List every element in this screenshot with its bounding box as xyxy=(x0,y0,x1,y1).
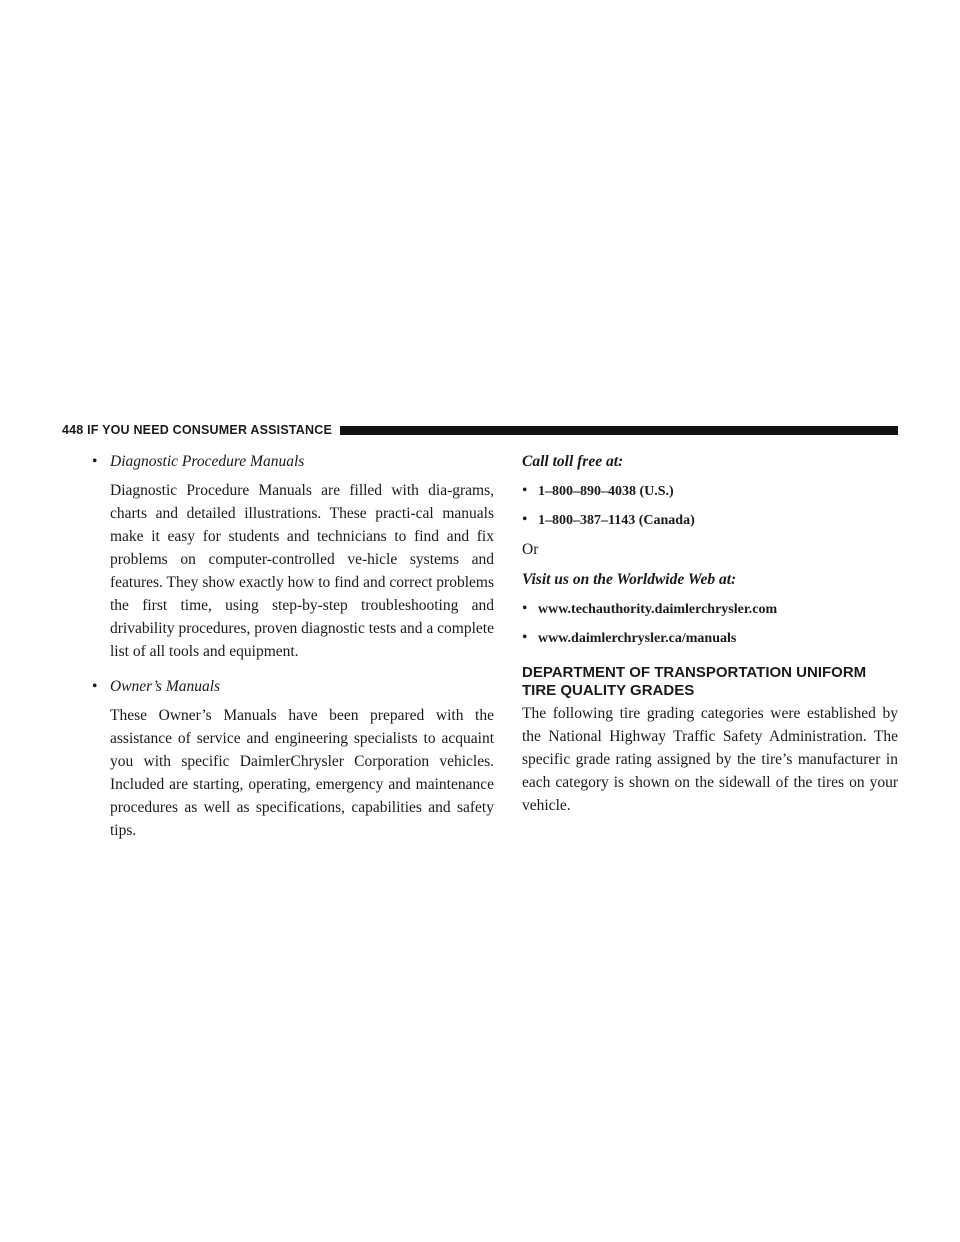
website-link: www.techauthority.daimlerchrysler.com xyxy=(538,602,778,617)
phone-number: 1–800–387–1143 (Canada) xyxy=(538,513,695,528)
web-heading: Visit us on the Worldwide Web at: xyxy=(522,571,737,588)
item-title: Owner’s Manuals xyxy=(110,678,221,695)
section-title: DEPARTMENT OF TRANSPORTATION UNIFORM TIRE QUALITY GRADES xyxy=(522,664,867,699)
list-item-phone-us xyxy=(522,479,898,503)
left-column xyxy=(92,450,494,842)
list-item-website-techauthority xyxy=(522,597,898,621)
bullet-icon: • xyxy=(92,453,98,470)
bullet-icon: • xyxy=(522,600,528,617)
bullet-icon: • xyxy=(522,482,528,499)
section-body: The following tire grading categories were established by the National Highway Traffic Safety Administration. The specific grade rating assigned by the tire’s manufacturer in each category is shown on the sidewall of the tires on your vehicle. xyxy=(522,705,898,814)
item-title: Diagnostic Procedure Manuals xyxy=(110,453,305,470)
bullet-icon: • xyxy=(522,629,528,646)
page-header-label: 448 IF YOU NEED CONSUMER ASSISTANCE xyxy=(62,423,333,437)
website-link: www.daimlerchrysler.ca/manuals xyxy=(538,631,737,646)
list-item-phone-canada xyxy=(522,508,898,532)
item-description: These Owner’s Manuals have been prepared with the assistance of service and engineering specialists to acquaint you with specific DaimlerChrysler Corporation vehicles. Included are starting, operating, emergency and maintenance procedures as well as specifications, capabilities and safety tips. xyxy=(110,707,494,839)
call-heading: Call toll free at: xyxy=(522,453,624,470)
bullet-icon: • xyxy=(522,511,528,528)
page-header xyxy=(62,422,898,438)
bullet-icon: • xyxy=(92,678,98,695)
phone-number: 1–800–890–4038 (U.S.) xyxy=(538,484,674,499)
header-rule xyxy=(340,426,898,435)
right-column xyxy=(522,450,898,817)
list-item-diagnostic-manuals xyxy=(92,450,494,473)
item-description: Diagnostic Procedure Manuals are filled with dia-grams, charts and detailed illustrations. These practi-cal manuals make it easy for students and technicians to find and fix problems on computer-controlled ve-hicle systems and features. They show exactly how to find and correct problems the first time, using step-by-step troubleshooting and drivability procedures, proven diagnostic tests and a complete list of all tools and equipment. xyxy=(110,482,494,660)
or-text: Or xyxy=(522,541,539,558)
list-item-owners-manuals xyxy=(92,675,494,698)
list-item-website-manuals xyxy=(522,626,898,650)
